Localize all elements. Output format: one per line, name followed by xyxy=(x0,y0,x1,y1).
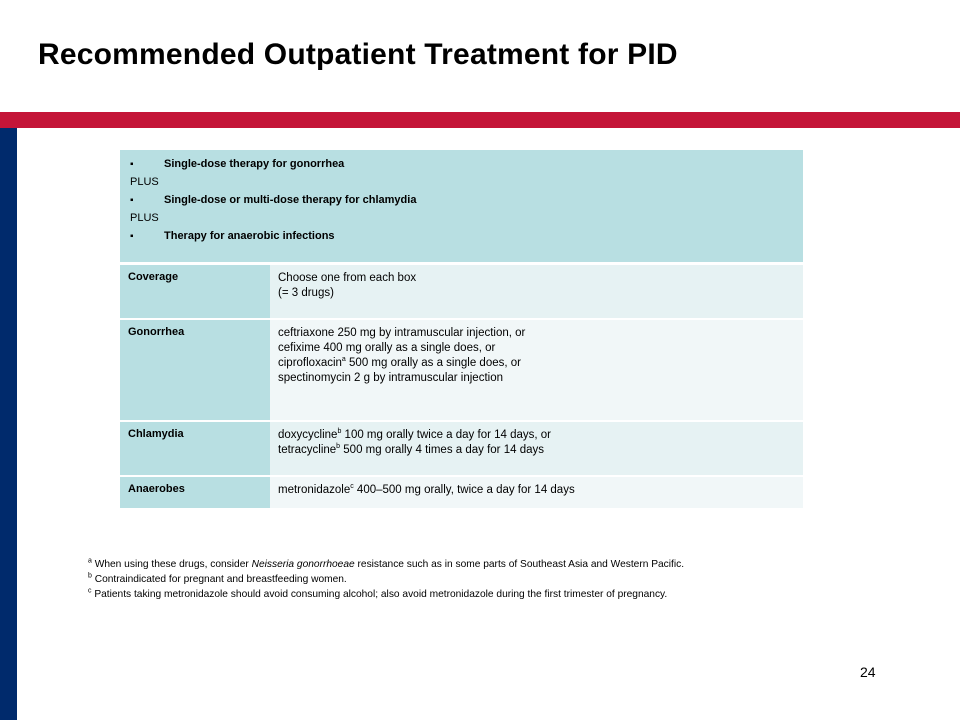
row-value xyxy=(278,428,551,458)
value-line xyxy=(278,443,551,458)
footnote-marker: a xyxy=(341,356,346,364)
footnote-a xyxy=(88,557,684,572)
table-row-chlamydia xyxy=(120,422,803,475)
row-label-cell xyxy=(120,320,270,420)
row-value xyxy=(278,271,416,301)
footnote-marker: b xyxy=(337,428,342,436)
value-line xyxy=(278,356,525,371)
footnote-marker: b xyxy=(336,443,341,451)
table-row-coverage xyxy=(120,265,803,318)
plus-label: PLUS xyxy=(130,176,159,188)
value-line xyxy=(278,483,575,498)
row-value-cell xyxy=(272,265,803,318)
row-label: Coverage xyxy=(128,271,179,283)
row-value-cell xyxy=(272,320,803,420)
dose-text: 500 mg orally as a single does, or xyxy=(345,357,521,369)
footnote-b xyxy=(88,572,684,587)
plus-label: PLUS xyxy=(130,212,159,224)
bullet-icon: ▪ xyxy=(130,195,134,206)
footnote-text: When using these drugs, consider xyxy=(91,559,252,570)
bullet-icon: ▪ xyxy=(130,159,134,170)
regimen-summary-box xyxy=(120,150,803,262)
page-number: 24 xyxy=(860,664,876,680)
row-label-cell xyxy=(120,422,270,475)
value-line: ceftriaxone 250 mg by intramuscular injection, or xyxy=(278,327,526,339)
value-line: cefixime 400 mg orally as a single does, or xyxy=(278,342,496,354)
drug-name: metronidazole xyxy=(278,484,351,496)
bullet-icon: ▪ xyxy=(130,231,134,242)
footnote-marker: a xyxy=(88,557,92,565)
table-row-gonorrhea xyxy=(120,320,803,420)
row-value xyxy=(278,326,525,386)
footnote-marker: b xyxy=(88,572,92,580)
value-line: spectinomycin 2 g by intramuscular injection xyxy=(278,372,503,384)
slide-title: Recommended Outpatient Treatment for PID xyxy=(38,38,678,71)
footnote-text: resistance such as in some parts of Southeast Asia and Western Pacific. xyxy=(354,559,685,570)
table-row-anaerobes xyxy=(120,477,803,508)
summary-item-label: Single-dose therapy for gonorrhea xyxy=(164,158,345,170)
summary-item-label: Single-dose or multi-dose therapy for chlamydia xyxy=(164,194,417,206)
row-value-cell xyxy=(272,422,803,475)
row-label-cell xyxy=(120,265,270,318)
footnote-marker: c xyxy=(88,587,92,595)
value-line: (= 3 drugs) xyxy=(278,287,334,299)
row-label-cell xyxy=(120,477,270,508)
row-label: Chlamydia xyxy=(128,428,184,440)
drug-name: ciprofloxacin xyxy=(278,357,342,369)
summary-item-gonorrhea xyxy=(130,158,345,170)
side-accent-bar xyxy=(0,128,17,720)
row-value xyxy=(278,483,575,498)
footnote-c xyxy=(88,587,684,602)
footnote-text: Contraindicated for pregnant and breastfeeding women. xyxy=(91,574,347,585)
footnote-marker: c xyxy=(350,483,354,491)
footnote-text: Patients taking metronidazole should avoid consuming alcohol; also avoid metronidazole during the first trimester of pregnancy. xyxy=(91,589,668,600)
dose-text: 400–500 mg orally, twice a day for 14 days xyxy=(353,484,575,496)
pathogen-name: Neisseria gonorrhoeae xyxy=(251,559,355,570)
drug-name: doxycycline xyxy=(278,429,338,441)
row-value-cell xyxy=(272,477,803,508)
row-label: Anaerobes xyxy=(128,483,185,495)
dose-text: 500 mg orally 4 times a day for 14 days xyxy=(340,444,544,456)
summary-item-chlamydia xyxy=(130,194,417,206)
value-line: Choose one from each box xyxy=(278,272,417,284)
value-line xyxy=(278,428,551,443)
dose-text: 100 mg orally twice a day for 14 days, or xyxy=(341,429,552,441)
header-accent-bar xyxy=(0,112,960,128)
footnotes xyxy=(88,557,684,602)
row-label: Gonorrhea xyxy=(128,326,185,338)
summary-item-label: Therapy for anaerobic infections xyxy=(164,230,335,242)
drug-name: tetracycline xyxy=(278,444,337,456)
summary-item-anaerobic xyxy=(130,230,335,242)
